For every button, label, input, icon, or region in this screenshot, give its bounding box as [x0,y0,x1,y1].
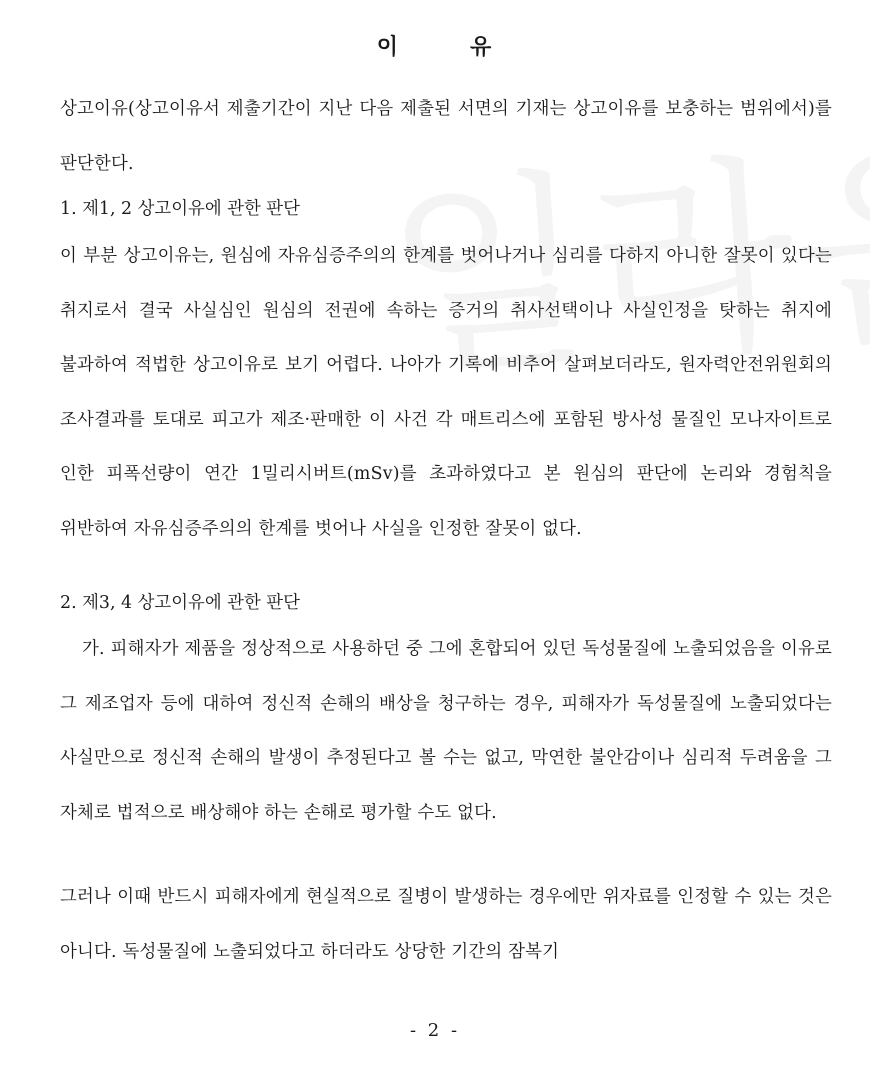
title-second-char: 유 [470,35,494,60]
title-first-char: 이 [376,35,400,60]
section-1-body: 이 부분 상고이유는, 원심에 자유심증주의의 한계를 벗어나거나 심리를 다하지 아니한 잘못이 있다는 취지로서 결국 사실심인 원심의 전권에 속하는 증거의 취사선택이나 사실인정을 탓하는 취지에 불과하여 적법한 상고이유로 보기 어렵다. 나아가 기록에 비추어 살펴보더라도, 원자력안전위원회의 조사결과를 토대로 피고가 제조·판매한 이 사건 각 매트리스에 포함된 방사성 물질인 모나자이트로 인한 피폭선량이 연간 1밀리시버트(mSv)를 초과하였다고 본 원심의 판단에 논리와 경험칙을 위반하여 자유심증주의의 한계를 벗어나 사실을 인정한 잘못이 없다. [60,246,832,539]
section-heading-1: 1. 제1, 2 상고이유에 관한 판단 [60,199,300,219]
section-2-item-ga: 가. 피해자가 제품을 정상적으로 사용하던 중 그에 혼합되어 있던 독성물질에 노출되었음을 이유로 그 제조업자 등에 대하여 정신적 손해의 배상을 청구하는 경우, 피해자가 독성물질에 노출되었다는 사실만으로 정신적 손해의 발생이 추정된다고 볼 수는 없고, 막연한 불안감이나 심리적 두려움을 그 자체로 법적으로 배상해야 하는 손해로 평가할 수도 없다. [60,639,832,823]
section-heading-2: 2. 제3, 4 상고이유에 관한 판단 [60,593,300,613]
intro-paragraph: 상고이유(상고이유서 제출기간이 지난 다음 제출된 서면의 기재는 상고이유를 보충하는 범위에서)를 판단한다. [60,99,832,174]
page-number: - 2 - [409,1020,461,1041]
document-title [0,30,870,61]
section-2-continuation: 그러나 이때 반드시 피해자에게 현실적으로 질병이 발생하는 경우에만 위자료를 인정할 수 있는 것은 아니다. 독성물질에 노출되었다고 하더라도 상당한 기간의 잠복기 [60,887,832,962]
